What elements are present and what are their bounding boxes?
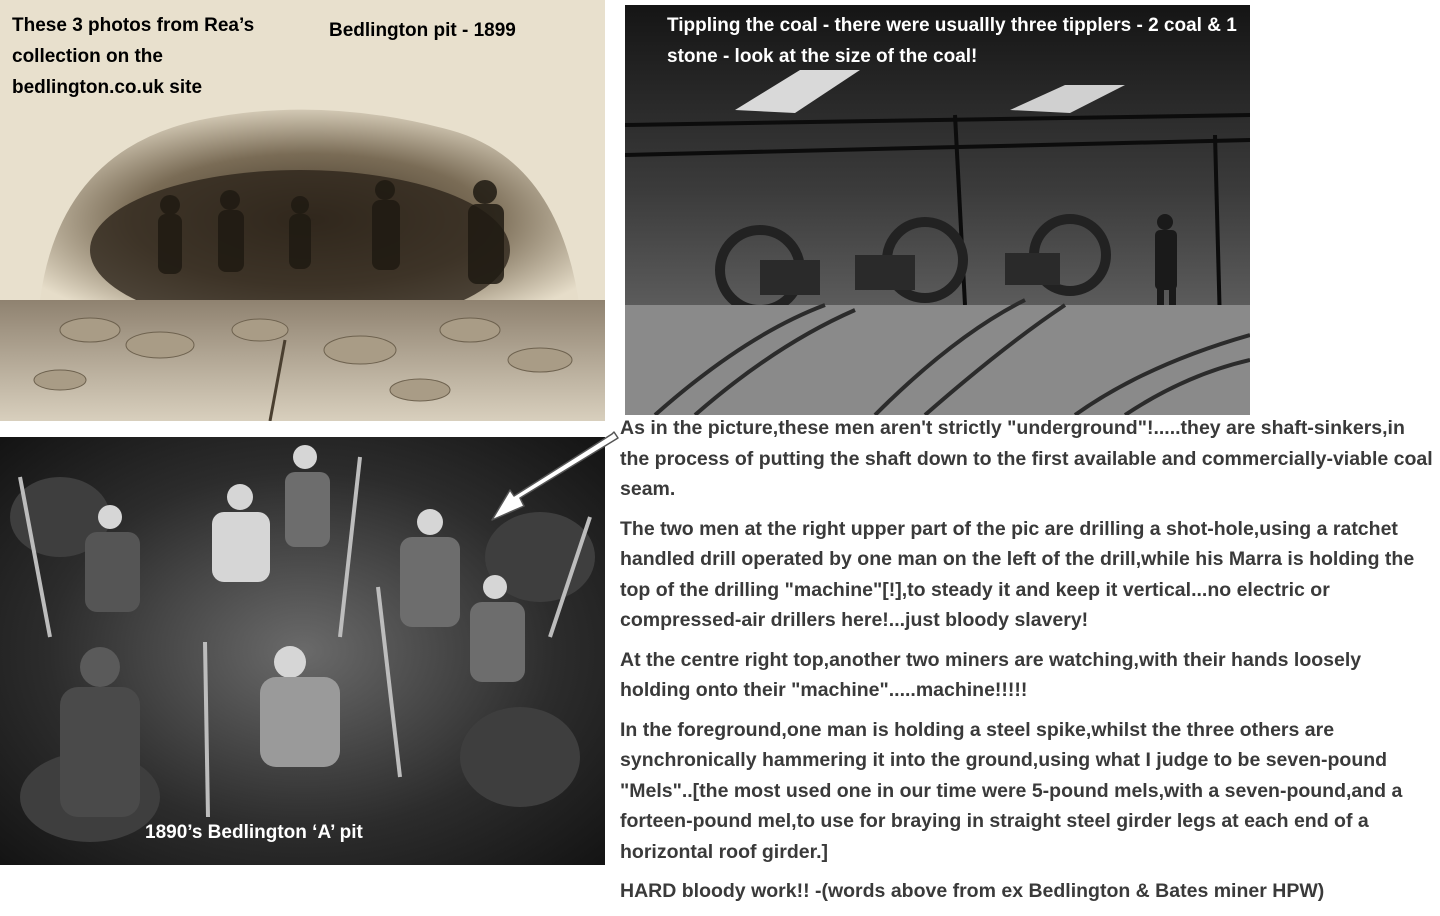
commentary-text	[620, 413, 1435, 916]
tippler-photo-caption: Tippling the coal - there were usuallly three tipplers - 2 coal & 1 stone - look at the size of the coal!	[667, 15, 1237, 67]
commentary-paragraph-3: At the centre right top,another two miners are watching,with their hands loosely holding onto their "machine".....machine!!!!!	[620, 648, 1362, 701]
commentary-paragraph-2: The two men at the right upper part of the pic are drilling a shot-hole,using a ratchet handled drill operated by one man on the left of the drill,while his Marra is holding the top of the drilling "machine"[!],to steady it and keep it vertical...no electric or compressed-air drillers here!...just bloody slavery!	[620, 517, 1415, 631]
sinkers-photo-caption: 1890’s Bedlington ‘A’ pit	[145, 822, 363, 843]
photo-credit-caption: These 3 photos from Rea’s collection on the bedlington.co.uk site	[12, 15, 255, 98]
commentary-paragraph-5: HARD bloody work!! -(words above from ex Bedlington & Bates miner HPW)	[620, 880, 1325, 902]
tunnel-photo-caption: Bedlington pit - 1899	[329, 20, 516, 41]
commentary-paragraph-4: In the foreground,one man is holding a steel spike,whilst the three others are synchronically hammering it into the ground,using what I judge to be seven-pound "Mels"..[the most used one in our time were 5-pound mels,with a seven-pound,and a forteen-pound mel,to use for braying in straight steel girder legs at each end of a horizontal roof girder.]	[620, 718, 1403, 863]
commentary-paragraph-1: As in the picture,these men aren't strictly "underground"!.....they are shaft-sinkers,in the process of putting the shaft down to the first available and commercially-viable coal seam.	[620, 417, 1433, 500]
pointer-arrow-icon	[488, 428, 620, 526]
